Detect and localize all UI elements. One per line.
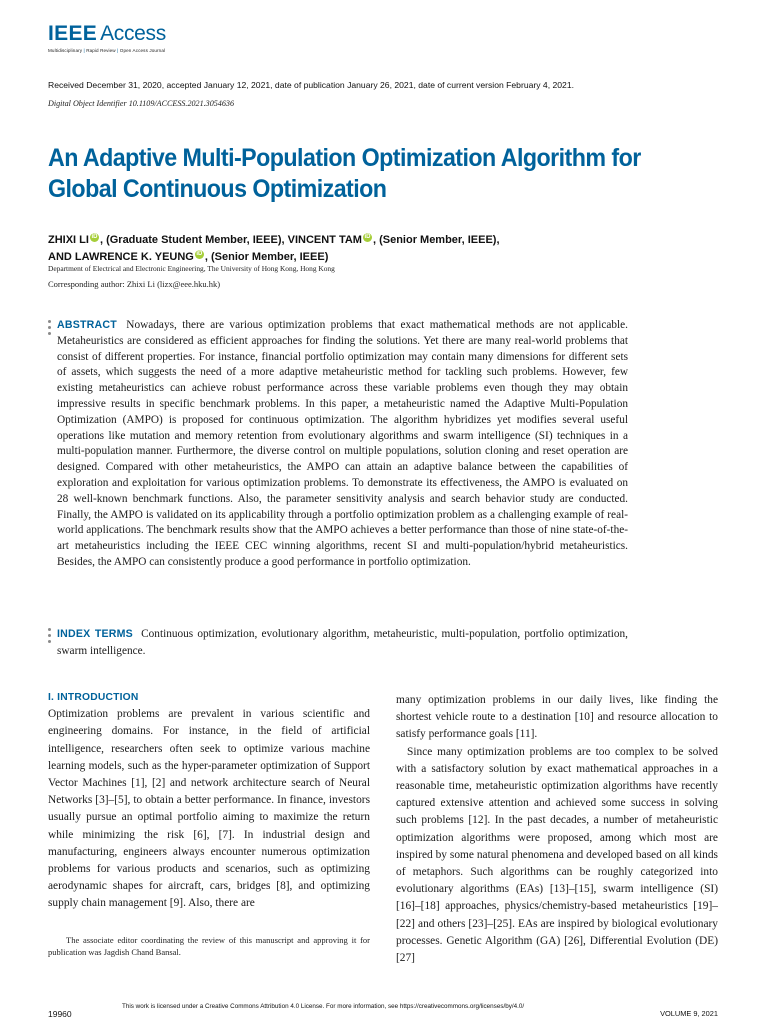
logo-access: Access xyxy=(100,22,166,45)
journal-logo xyxy=(48,22,166,53)
orcid-icon[interactable]: iD xyxy=(196,251,203,258)
logo-ieee: IEEE xyxy=(48,22,98,45)
intro-paragraph: Since many optimization problems are too complex to be solved with a satisfactory solution by exact mathematical approaches in a reasonable time, metaheuristic optimization algorithms have recently captured extensive attention and achieved some success in solving such problems [12]. In the past decades, a number of metaheuristic optimization algorithms were proposed, among which most are inspired by some natural phenomena and developed based on all kinds of metaphors. Such algorithms can be roughly categorized into evolutionary algorithms (EAs) [13]–[15], swarm intelligence (SI) [16]–[18] approaches, physics/chemistry-based metaheuristics [19]–[22] and others [23]–[25]. EAs are inspired by biological evolutionary processes. Genetic Algorithm (GA) [26], Differential Evolution (DE) [27] xyxy=(396,745,718,965)
doi: Digital Object Identifier 10.1109/ACCESS.2021.3054636 xyxy=(48,99,234,108)
affiliation: Department of Electrical and Electronic Engineering, The University of Hong Kong, Hong Kong xyxy=(48,264,335,273)
author-name: AND LAWRENCE K. YEUNG xyxy=(48,251,194,263)
abstract-heading: ABSTRACT xyxy=(57,319,117,331)
paper-title: An Adaptive Multi-Population Optimization Algorithm for Global Continuous Optimization xyxy=(48,144,641,203)
tagline-item: Open Access Journal xyxy=(119,48,166,53)
tagline-item: Multidisciplinary xyxy=(48,48,83,53)
author-role: , (Senior Member, IEEE), xyxy=(372,234,500,246)
logo-tagline: Multidisciplinary | Rapid Review | Open Access Journal xyxy=(48,48,166,53)
author-role: , (Graduate Student Member, IEEE), xyxy=(99,234,288,246)
intro-paragraph: Optimization problems are prevalent in various scientific and engineering domains. For instance, in the field of artificial intelligence, researchers often seek to optimize various machine learning models, such as the hyper-parameter optimization of Support Vector Machines [1], [2] and network architecture search of Neural Networks [3]–[5], to obtain a better performance. In finance, investors usually pursue an optimal portfolio aiming to maximize the return while minimizing the risk [6], [7]. In industrial design and manufacturing, engineers always encounter numerous optimization problems for various products and scenarios, such as optimizing aerodynamic shapes for aircraft, cars, bridges [8], and optimizing supply chain management [9]. Also, there are xyxy=(48,708,370,910)
section-marker-icon xyxy=(48,320,54,338)
index-terms xyxy=(57,626,628,660)
section-marker-icon xyxy=(48,628,54,646)
index-terms-heading: INDEX TERMS xyxy=(57,628,133,640)
tagline-item: Rapid Review xyxy=(86,48,116,53)
page-number: 19960 xyxy=(48,1009,72,1019)
abstract xyxy=(57,318,628,571)
left-column xyxy=(48,689,370,913)
received-dates: Received December 31, 2020, accepted January 12, 2021, date of publication January 26, 2021, date of current version February 4, 2021. xyxy=(48,80,574,90)
index-terms-text: Continuous optimization, evolutionary algorithm, metaheuristic, multi-population, portfolio optimization, swarm intelligence. xyxy=(57,628,628,657)
orcid-icon[interactable]: iD xyxy=(364,234,371,241)
corresponding-author: Corresponding author: Zhixi Li (lizx@eee.hku.hk) xyxy=(48,279,221,289)
author-name: VINCENT TAM xyxy=(287,234,362,246)
abstract-text: Nowadays, there are various optimization problems that exact mathematical methods are not applicable. Metaheuristics are considered as efficient approaches for finding the solutions. Yet there are many real-world problems that consist of different properties. For instance, financial portfolio optimization may contain many dimensions for different sets of assets, which suggests the need of a more adaptive metaheuristic method for tackling such problems. However, few existing metaheuristics can achieve robust performance across these variable problems even though they may obtain impressive results in specific benchmark problems. In this paper, a metaheuristic named the Adaptive Multi-Population Optimization (AMPO) is proposed for continuous optimization. The algorithm hybridizes yet modifies several useful operations like mutation and memory retention from evolutionary algorithms and swarm intelligence (SI) techniques in a multi-population manner. Furthermore, the diverse control on multiple populations, solution cloning and reset operation are designed. Compared with other metaheuristics, the AMPO can attain an adaptive balance between the capabilities of exploration and exploitation for various optimization problems. To demonstrate its effectiveness, the AMPO is evaluated on 28 well-known benchmark functions. Also, the parameter sensitivity analysis and search behavior study are conducted. Finally, the AMPO is validated on its applicability through a portfolio optimization problem as a challenging example of real-world applications. The benchmark results show that the AMPO achieves a better performance than those of nine state-of-the-art metaheuristics including the IEEE CEC winning algorithms, recent SI and multi-population/hybrid metaheuristics. Besides, the AMPO can consistently produce a good performance in portfolio optimization. xyxy=(57,319,628,568)
intro-paragraph: many optimization problems in our daily lives, like finding the shortest vehicle route to a destination [10] and resource allocation to satisfy performance goals [11]. xyxy=(396,694,718,741)
orcid-icon[interactable]: iD xyxy=(91,234,98,241)
footnote: The associate editor coordinating the review of this manuscript and approving it for publication was Jagdish Chand Bansal. xyxy=(48,935,370,957)
volume-info: VOLUME 9, 2021 xyxy=(660,1009,718,1018)
license-notice: This work is licensed under a Creative Commons Attribution 4.0 License. For more information, see https://creativecommons.org/licenses/by/4.0/ xyxy=(122,1003,525,1010)
author-role: , (Senior Member, IEEE) xyxy=(204,251,329,263)
right-column xyxy=(396,692,718,967)
section-heading: I. INTRODUCTION xyxy=(48,692,139,703)
author-name: ZHIXI LI xyxy=(48,234,89,246)
author-list xyxy=(48,232,648,266)
